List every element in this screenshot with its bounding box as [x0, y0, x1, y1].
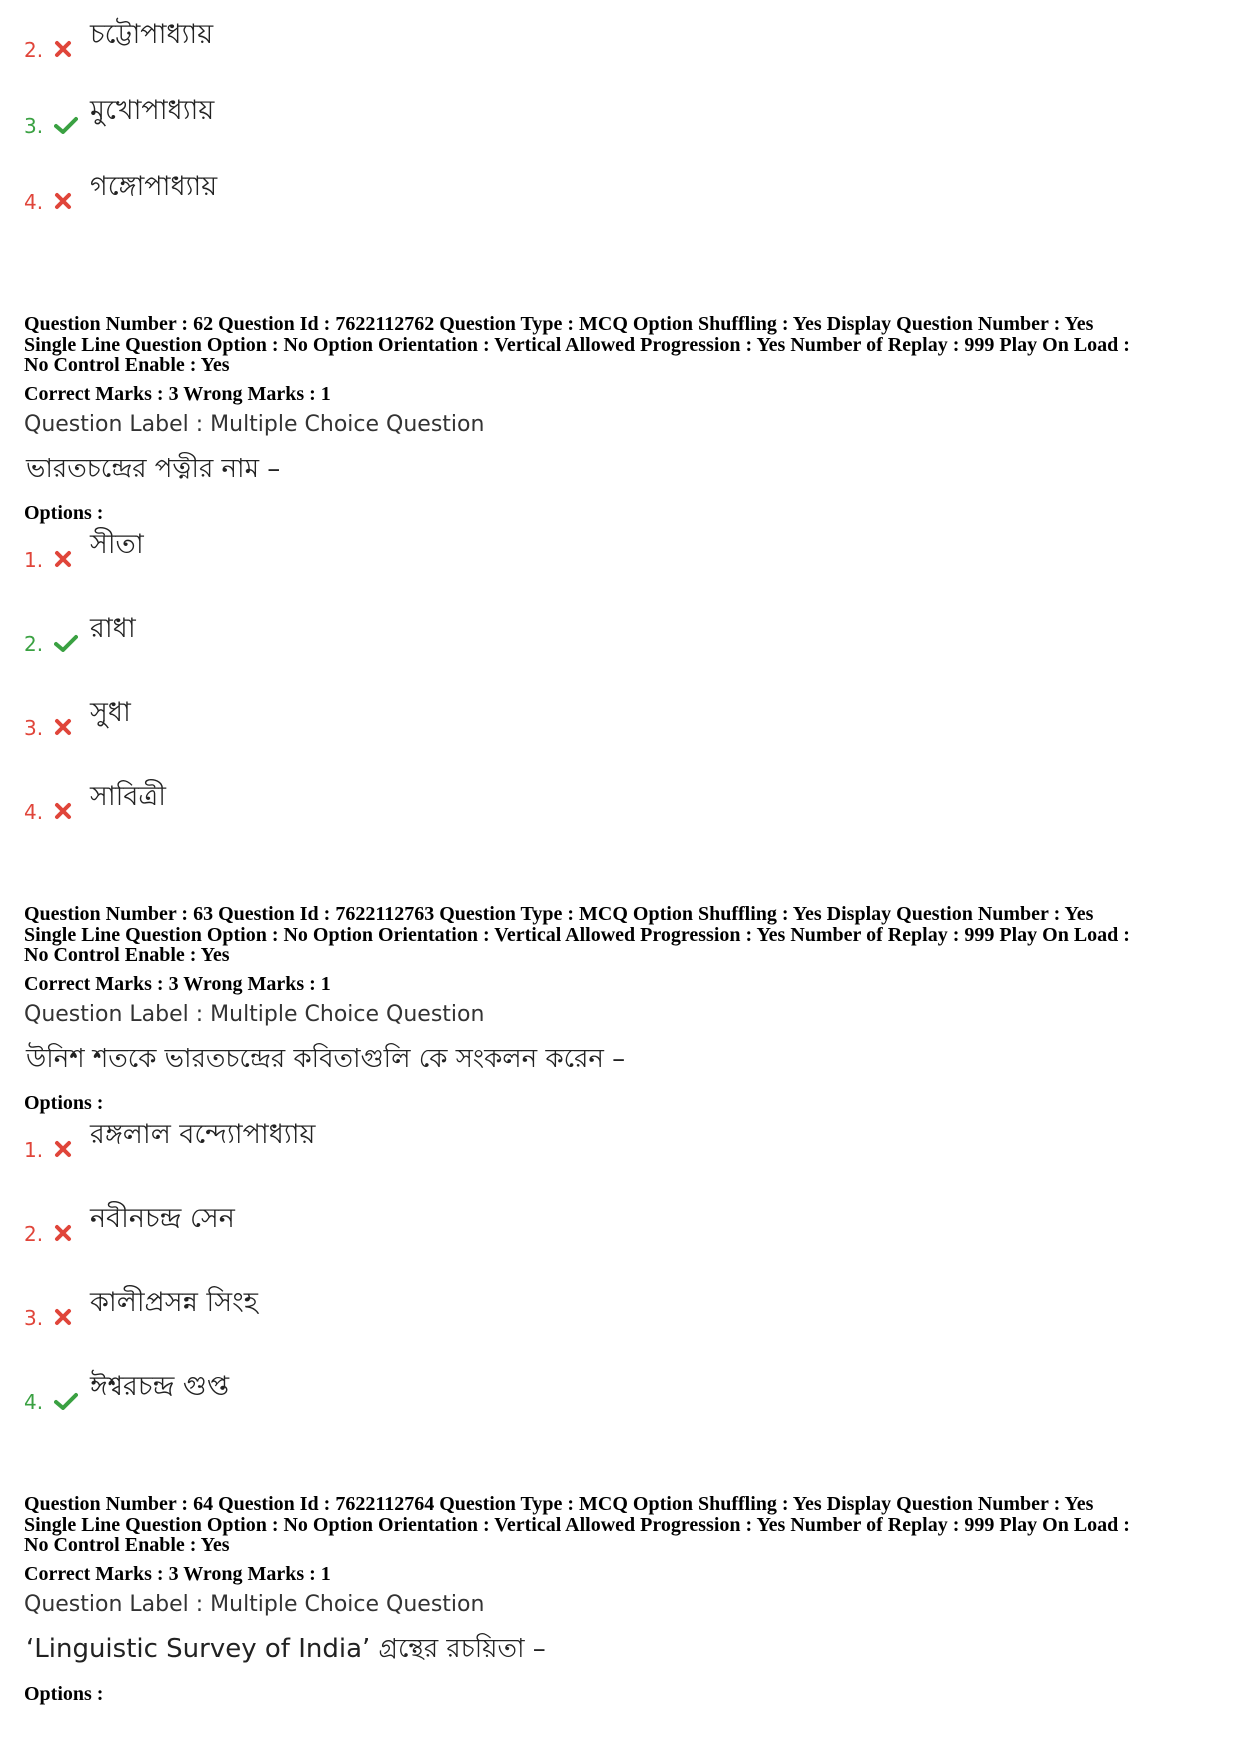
question-label: Question Label : Multiple Choice Question: [24, 412, 485, 437]
option-item: [24, 95, 724, 138]
meta-line: No Control Enable : Yes: [24, 944, 230, 966]
option-number: 2.: [24, 632, 44, 656]
check-icon: [54, 634, 78, 652]
option-item: [24, 1287, 724, 1330]
option-text: ঈশ্বরচন্দ্র গুপ্ত: [90, 1371, 230, 1402]
cross-icon: [54, 550, 72, 568]
cross-icon: [54, 192, 72, 210]
option-number: 2.: [24, 1222, 44, 1246]
option-text: সুধা: [90, 697, 131, 728]
option-item: [24, 1203, 724, 1246]
question-text: উনিশ শতকে ভারতচন্দ্রের কবিতাগুলি কে সংকলন করেন –: [26, 1044, 626, 1074]
question-meta: [24, 1494, 1224, 1556]
option-number: 1.: [24, 548, 44, 572]
option-text: রঙ্গলাল বন্দ্যোপাধ্যায়: [90, 1119, 316, 1150]
marks-info: Correct Marks : 3 Wrong Marks : 1: [24, 383, 331, 405]
option-number: 4.: [24, 190, 44, 214]
meta-line: No Control Enable : Yes: [24, 1534, 230, 1556]
cross-icon: [54, 1308, 72, 1326]
question-meta: [24, 314, 1224, 376]
option-item: [24, 1119, 724, 1162]
option-item: [24, 697, 724, 740]
meta-line: No Control Enable : Yes: [24, 354, 230, 376]
marks-info: Correct Marks : 3 Wrong Marks : 1: [24, 1563, 331, 1585]
option-number: 3.: [24, 716, 44, 740]
options-label: Options :: [24, 502, 104, 524]
cross-icon: [54, 718, 72, 736]
question-text: ‘Linguistic Survey of India’ গ্রন্থের রচয়িতা –: [26, 1634, 546, 1664]
option-text: রাধা: [90, 613, 136, 644]
cross-icon: [54, 40, 72, 58]
option-item: [24, 171, 724, 214]
meta-line: Single Line Question Option : No Option Orientation : Vertical Allowed Progression : Yes Number of Replay : 999 Play On Load :: [24, 1513, 1130, 1536]
question-meta: [24, 904, 1224, 966]
option-item: [24, 19, 724, 62]
meta-line: Question Number : 64 Question Id : 7622112764 Question Type : MCQ Option Shuffling : Yes Display Question Number : Yes: [24, 1493, 1094, 1515]
question-text: ভারতচন্দ্রের পত্নীর নাম –: [26, 454, 281, 484]
option-text: নবীনচন্দ্র সেন: [90, 1203, 235, 1234]
option-text: মুখোপাধ্যায়: [90, 95, 215, 126]
check-icon: [54, 116, 78, 134]
meta-line: Question Number : 63 Question Id : 7622112763 Question Type : MCQ Option Shuffling : Yes Display Question Number : Yes: [24, 903, 1094, 925]
options-label: Options :: [24, 1092, 104, 1114]
option-item: [24, 781, 724, 824]
options-label: Options :: [24, 1683, 104, 1705]
option-text: চট্টোপাধ্যায়: [90, 19, 214, 50]
option-text: সাবিত্রী: [90, 781, 166, 812]
option-text: সীতা: [90, 529, 144, 560]
meta-line: Single Line Question Option : No Option Orientation : Vertical Allowed Progression : Yes Number of Replay : 999 Play On Load :: [24, 923, 1130, 946]
option-item: [24, 1371, 724, 1414]
option-number: 3.: [24, 114, 44, 138]
option-text: গঙ্গোপাধ্যায়: [90, 171, 218, 202]
option-number: 1.: [24, 1138, 44, 1162]
option-number: 4.: [24, 1390, 44, 1414]
option-number: 2.: [24, 38, 44, 62]
meta-line: Single Line Question Option : No Option Orientation : Vertical Allowed Progression : Yes Number of Replay : 999 Play On Load :: [24, 333, 1130, 356]
question-label: Question Label : Multiple Choice Question: [24, 1002, 485, 1027]
marks-info: Correct Marks : 3 Wrong Marks : 1: [24, 973, 331, 995]
check-icon: [54, 1392, 78, 1410]
option-number: 3.: [24, 1306, 44, 1330]
question-label: Question Label : Multiple Choice Question: [24, 1592, 485, 1617]
cross-icon: [54, 1140, 72, 1158]
option-number: 4.: [24, 800, 44, 824]
meta-line: Question Number : 62 Question Id : 7622112762 Question Type : MCQ Option Shuffling : Yes Display Question Number : Yes: [24, 313, 1094, 335]
option-text: কালীপ্রসন্ন সিংহ: [90, 1287, 258, 1318]
option-item: [24, 613, 724, 656]
cross-icon: [54, 802, 72, 820]
cross-icon: [54, 1224, 72, 1242]
option-item: [24, 529, 724, 572]
